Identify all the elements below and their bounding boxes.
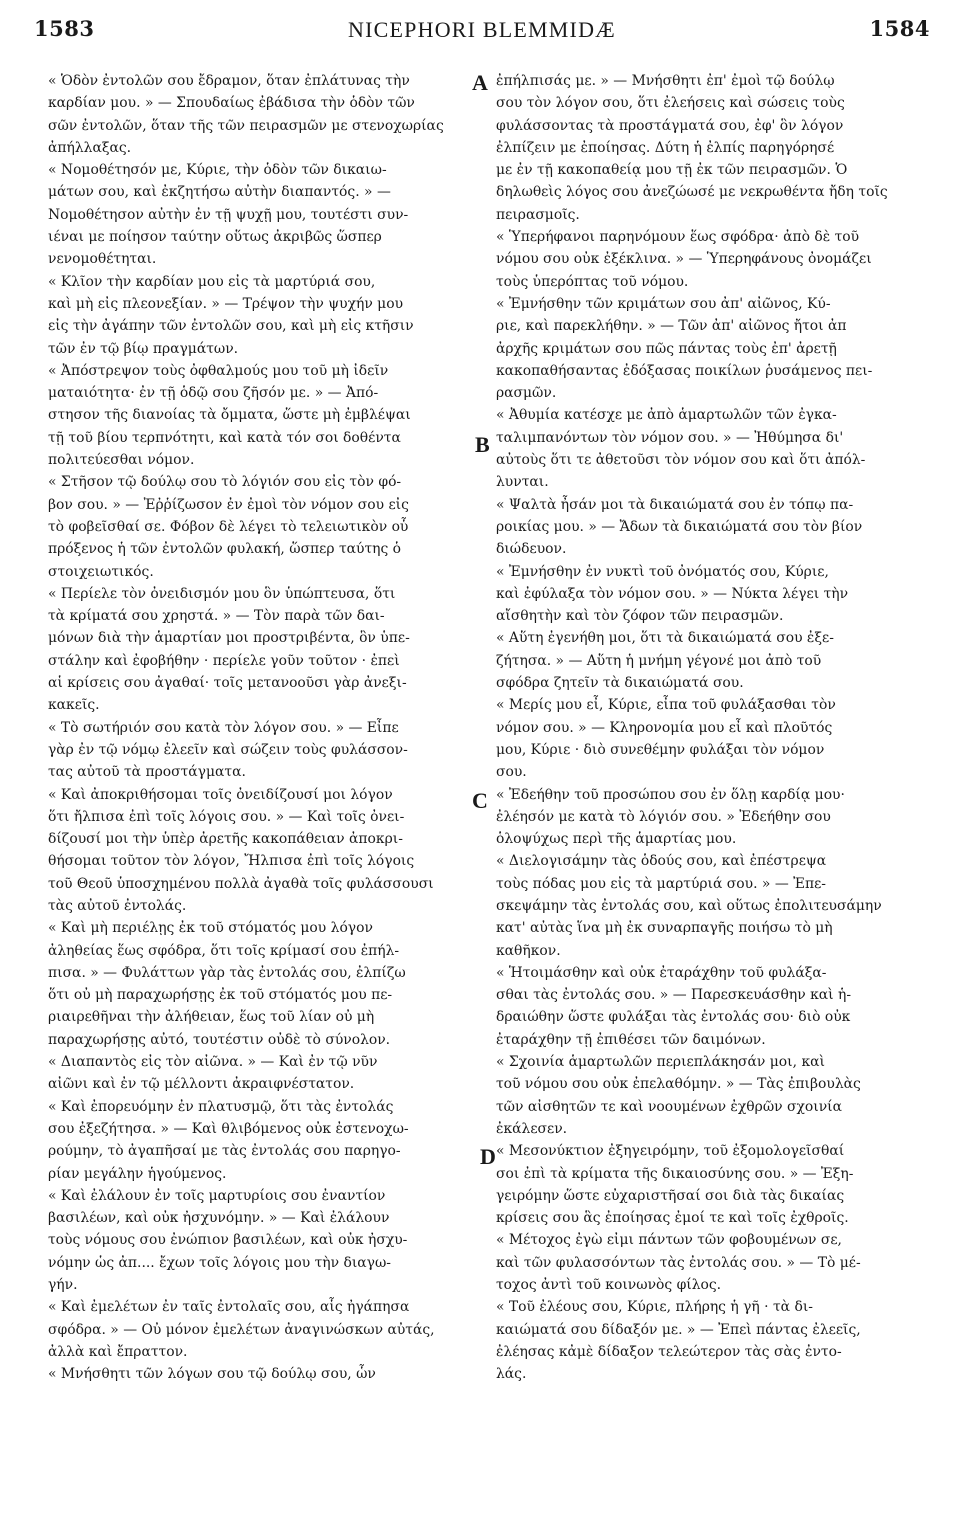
text-line: ιέναι με ποίησον ταύτην οὕτως ἀκριβῶς ὥσπερ — [48, 229, 382, 246]
text-line: στοιχειωτικός. — [48, 563, 154, 580]
text-line: αἱ κρίσεις σου ἀγαθαί· τοῖς μετανοοῦσι γὰρ ἀνεξι- — [48, 675, 407, 692]
text-line: γειρόμην ὥστε εὐχαριστῆσαί σοι διὰ τὰς δικαίας — [496, 1187, 845, 1204]
text-line: καὶ ἐφύλαξα τὸν νόμον σου. » — Νύκτα λέγει τὴν — [496, 585, 849, 602]
margin-letter-c: C — [472, 788, 488, 813]
right-column — [496, 70, 934, 1386]
running-title: NICEPHORI BLEMMIDÆ — [348, 17, 616, 42]
text-line: παραχωρήσῃς αὐτό, τουτέστιν οὐδὲ τὸ σύνολον. — [48, 1031, 391, 1048]
text-line: « Στῆσον τῷ δούλῳ σου τὸ λόγιόν σου εἰς τὸν φό- — [48, 474, 402, 491]
text-line: τοὺς πόδας μου εἰς τὰ μαρτύριά σου. » — Ἐπε- — [496, 875, 827, 892]
text-line: « Ἀθυμία κατέσχε με ἀπὸ ἁμαρτωλῶν τῶν ἐγκα- — [496, 407, 837, 424]
text-line: στάλην καὶ ἐφοβήθην · περίελε γοῦν τοῦτον · ἐπεὶ — [48, 652, 400, 669]
text-line: σου. — [496, 764, 527, 781]
text-line: μου, Κύριε · διὸ συνεθέμην φυλάξαι τὸν νόμον — [496, 741, 825, 758]
text-line: πειρασμοῖς. — [496, 206, 580, 223]
text-line: πολιτεύεσθαι νόμον. — [48, 452, 195, 469]
text-line: νενομοθέτηται. — [48, 251, 157, 268]
text-line: « Μερίς μου εἶ, Κύριε, εἶπα τοῦ φυλάξασθαι τὸν — [496, 697, 836, 714]
text-line: « Καὶ μὴ περιέλῃς ἐκ τοῦ στόματός μου λόγον — [48, 920, 373, 937]
text-line: « Διαπαντὸς εἰς τὸν αἰῶνα. » — Καὶ ἐν τῷ νῦν — [48, 1054, 378, 1071]
text-line: « Περίελε τὸν ὀνειδισμόν μου ὃν ὑπώπτευσα, ὅτι — [48, 585, 396, 602]
text-line: αἰῶνι καὶ ἐν τῷ μέλλοντι ἀκραιφνέστατον. — [48, 1076, 355, 1093]
text-line: τοῦ Θεοῦ ὑποσχημένου πολλὰ ἀγαθὰ τοῖς φυλάσσουσι — [48, 875, 434, 892]
margin-letter-b: B — [475, 432, 490, 457]
text-line: « Ψαλτὰ ἦσάν μοι τὰ δικαιώματά σου ἐν τόπῳ πα- — [496, 496, 854, 513]
text-line: « Νομοθέτησόν με, Κύριε, τὴν ὁδὸν τῶν δικαιω- — [48, 162, 387, 179]
text-line: λάς. — [496, 1366, 527, 1383]
text-line: « Τὸ σωτήριόν σου κατὰ τὸν λόγον σου. » — Εἶπε — [48, 719, 399, 736]
text-line: καιώματά σου δίδαξόν με. » — Ἐπεὶ πάντας ἐλεεῖς, — [496, 1321, 861, 1338]
text-line: « Ἀπόστρεψον τοὺς ὀφθαλμούς μου τοῦ μὴ ἰδεῖν — [48, 362, 389, 379]
text-line: ἐπήλπισάς με. » — Μνήσθητι ἐπ' ἐμοὶ τῷ δούλῳ — [496, 73, 835, 89]
text-line: ματαιότητα· ἐν τῇ ὁδῷ σου ζῆσόν με. » — Ἀπό- — [48, 385, 379, 402]
text-line: ζήτησα. » — Αὕτη ἡ μνήμη γέγονέ μοι ἀπὸ τοῦ — [496, 652, 822, 669]
text-line: « Καὶ ἐμελέτων ἐν ταῖς ἐντολαῖς σου, αἷς ἠγάπησα — [48, 1299, 410, 1316]
text-line: ὁλοψύχως περὶ τῆς ἁμαρτίας μου. — [496, 831, 737, 848]
text-line: τοῦ νόμου σου οὐκ ἐπελαθόμην. » — Τὰς ἐπιβουλὰς — [496, 1076, 861, 1093]
text-line: μάτων σου, καὶ ἐκζητήσω αὐτὴν διαπαντός. » — — [48, 184, 391, 201]
text-line: σφόδρα. » — Οὐ μόνον ἐμελέτων ἀναγινώσκων αὐτάς, — [48, 1321, 435, 1338]
text-line: ἐκάλεσεν. — [496, 1120, 568, 1137]
text-line: τὰ κρίματά σου χρηστά. » — Τὸν παρὰ τῶν δαι- — [48, 608, 385, 625]
text-line: τοὺς νόμους σου ἐνώπιον βασιλέων, καὶ οὐκ ἠσχυ- — [48, 1232, 408, 1249]
text-line: ἐταράχθην τῇ ἐπιθέσει τῶν δαιμόνων. — [496, 1031, 766, 1048]
text-line: καθῆκον. — [496, 942, 561, 959]
text-line: σθαι τὰς ἐντολάς σου. » — Παρεσκευάσθην καὶ ἡ- — [496, 987, 852, 1004]
text-line: « Καὶ ἐπορευόμην ἐν πλατυσμῷ, ὅτι τὰς ἐντολάς — [48, 1098, 394, 1115]
text-line: φυλάσσοντας τὰ προστάγματά σου, ἐφ' ὃν λόγον — [496, 117, 844, 134]
text-line: « Κλῖον τὴν καρδίαν μου εἰς τὰ μαρτύριά σου, — [48, 273, 376, 290]
text-line: ριε, καὶ παρεκλήθην. » — Τῶν ἀπ' αἰῶνος ἤτοι ἀπ — [496, 318, 847, 335]
text-line: « Μεσονύκτιον ἐξηγειρόμην, τοῦ ἐξομολογεῖσθαί — [496, 1143, 845, 1160]
text-line: « Ἡτοιμάσθην καὶ οὐκ ἐταράχθην τοῦ φυλάξα- — [496, 964, 827, 981]
text-line: σου ἐξεζήτησα. » — Καὶ θλιβόμενος οὐκ ἐστενοχω- — [48, 1120, 409, 1137]
text-line: καρδίαν μου. » — Σπουδαίως ἐβάδισα τὴν ὁδὸν τῶν — [48, 95, 415, 112]
text-line: θήσομαι τοῦτον τὸν λόγον, Ἤλπισα ἐπὶ τοῖς λόγοις — [48, 853, 415, 870]
text-line: σφόδρα ζητεῖν τὰ δικαιώματά σου. — [496, 675, 744, 692]
text-line: λυνται. — [496, 474, 549, 491]
text-line: τοχος ἀντὶ τοῦ κοινωνὸς φίλος. — [496, 1277, 722, 1294]
text-line: γήν. — [48, 1277, 78, 1294]
text-line: δηλωθεὶς λόγος σου ἀνεζώωσέ με νεκρωθέντα ἤδη τοῖς — [496, 184, 888, 201]
text-line: ριαιρεθῆναι τὴν ἀλήθειαν, ἕως τοῦ λίαν οὐ μὴ — [48, 1009, 375, 1026]
text-line: « Ὑπερήφανοι παρηνόμουν ἕως σφόδρα· ἀπὸ δὲ τοῦ — [496, 229, 860, 246]
text-line: « Αὕτη ἐγενήθη μοι, ὅτι τὰ δικαιώματά σου ἐξε- — [496, 630, 834, 647]
text-line: πρόξενος ἡ τῶν ἐντολῶν φυλακή, ὥσπερ ταύτης ὁ — [48, 541, 402, 558]
text-line: ἐλέησας κἀμὲ δίδαξον τελεώτερον τὰς σὰς ἐντο- — [496, 1343, 842, 1360]
text-line: τὰς αὐτοῦ ἐντολάς. — [48, 897, 187, 914]
text-line: πισα. » — Φυλάττων γὰρ τὰς ἐντολάς σου, ἐλπίζω — [48, 964, 406, 981]
text-line: ἐλέησόν με κατὰ τὸ λόγιόν σου. » Ἐδεήθην σου — [496, 808, 831, 825]
text-line: « Ὁδὸν ἐντολῶν σου ἔδραμον, ὅταν ἐπλάτυνας τὴν — [48, 73, 410, 89]
text-line: ρίαν μεγάλην ἡγούμενος. — [48, 1165, 227, 1182]
text-line: νόμην ὡς ἀπ.... ἔχων τοῖς λόγοις μου τὴν διαγω- — [48, 1254, 391, 1271]
text-line: « Ἐμνήσθην τῶν κριμάτων σου ἀπ' αἰῶνος, Κύ- — [496, 295, 831, 312]
text-line: σου τὸν λόγον σου, ὅτι ἐλεήσεις καὶ σώσεις τοὺς — [496, 95, 845, 112]
text-line: « Μέτοχος ἐγὼ εἰμι πάντων τῶν φοβουμένων σε, — [496, 1232, 842, 1249]
text-line: ἐλπίζειν με ἐποίησας. Δύτη ἡ ἐλπίς παρηγόρησέ — [496, 139, 835, 156]
text-line: ὅτι ἤλπισα ἐπὶ τοῖς λόγοις σου. » — Καὶ τοῖς ὀνει- — [48, 808, 405, 825]
text-line: εἰς τὴν ἀγάπην τῶν ἐντολῶν σου, καὶ μὴ εἰς κτῆσιν — [48, 318, 414, 335]
text-line: καὶ τῶν φυλασσόντων τὰς ἐντολάς σου. » — Τὸ μέ- — [496, 1254, 861, 1271]
text-line: τοὺς ὑπερόπτας τοῦ νόμου. — [496, 273, 689, 290]
text-line: διώδευον. — [496, 541, 567, 558]
left-column — [48, 70, 486, 1386]
text-line: βασιλέων, καὶ οὐκ ἠσχυνόμην. » — Καὶ ἐλάλουν — [48, 1210, 390, 1227]
text-line: τῶν ἐν τῷ βίῳ πραγμάτων. — [48, 340, 239, 357]
text-line: δραιώθην ὥστε φυλάξαι τὰς ἐντολάς σου· διὸ οὐκ — [496, 1009, 851, 1026]
text-line: « Καὶ ἀποκριθήσομαι τοῖς ὀνειδίζουσί μοι λόγον — [48, 786, 393, 803]
text-line: κακοπαθήσαντας ἐδόξασας ποικίλων ῥυσάμενος πει- — [496, 362, 873, 379]
text-line: δίζουσί μοι τὴν ὑπὲρ ἀρετῆς κακοπάθειαν ἀποκρι- — [48, 831, 403, 848]
text-line: αὐτοὺς ὅτι τε ἀθετοῦσι τὸν νόμον σου καὶ ὅτι ἀπόλ- — [496, 452, 866, 469]
text-line: κακεῖς. — [48, 697, 100, 714]
text-line: βον σου. » — Ἐῤῥίζωσον ἐν ἐμοὶ τὸν νόμον σου εἰς — [48, 496, 409, 513]
text-line: ὅτι οὐ μὴ παραχωρήσῃς ἐκ τοῦ στόματός μου πε- — [48, 987, 393, 1004]
text-line: τας αὐτοῦ τὰ προστάγματα. — [48, 764, 246, 781]
text-line: ταλιμπανόντων τὸν νόμον σου. » — Ἠθύμησα δι' — [496, 429, 844, 446]
text-line: « Ἐδεήθην τοῦ προσώπου σου ἐν ὅλῃ καρδίᾳ μου· — [496, 786, 845, 803]
text-line: με ἐν τῇ κακοπαθείᾳ μου τῇ ἐκ τῶν πειρασμῶν. Ὁ — [496, 162, 848, 179]
text-line: ρασμῶν. — [496, 385, 557, 402]
text-line: καὶ μὴ εἰς πλεονεξίαν. » — Τρέψον τὴν ψυχήν μου — [48, 295, 404, 312]
text-line: « Μνήσθητι τῶν λόγων σου τῷ δούλῳ σου, ὧν — [48, 1366, 376, 1383]
margin-letter-a: A — [472, 70, 488, 95]
page-number-left: 1583 — [34, 16, 95, 41]
text-line: « Τοῦ ἐλέους σου, Κύριε, πλήρης ἡ γῆ · τὰ δι- — [496, 1299, 813, 1316]
text-line: τῇ τοῦ βίου τερπνότητι, καὶ κατὰ τόν σοι δοθέντα — [48, 429, 401, 446]
margin-letter-d: D — [480, 1144, 496, 1169]
text-line: « Καὶ ἐλάλουν ἐν τοῖς μαρτυρίοις σου ἐναντίον — [48, 1187, 386, 1204]
text-line: « Ἐμνήσθην ἐν νυκτὶ τοῦ ὀνόματός σου, Κύριε, — [496, 563, 829, 580]
text-line: ἀλλὰ καὶ ἔπραττον. — [48, 1343, 188, 1360]
text-line: νόμον σου. » — Κληρονομία μου εἶ καὶ πλοῦτός — [496, 719, 833, 736]
text-line: νόμου σου οὐκ ἐξέκλινα. » — Ὑπερηφάνους ὀνομάζει — [496, 251, 872, 268]
text-line: ροικίας μου. » — Ἄδων τὰ δικαιώματά σου τὸν βίον — [496, 518, 863, 535]
text-line: σῶν ἐντολῶν, ὅταν τῆς τῶν πειρασμῶν με στενοχωρίας — [48, 117, 444, 134]
text-line: ἀπήλλαξας. — [48, 139, 132, 156]
text-line: ρούμην, τὸ ἀγαπῆσαί με τὰς ἐντολάς σου παρηγο- — [48, 1143, 401, 1160]
text-line: « Διελογισάμην τὰς ὁδούς σου, καὶ ἐπέστρεψα — [496, 853, 827, 870]
text-line: στησον τῆς διανοίας τὰ ὄμματα, ὥστε μὴ ἐμβλέψαι — [48, 407, 411, 424]
text-line: σκεψάμην τὰς ἐντολάς σου, καὶ οὕτως ἐπολιτευσάμην — [496, 897, 882, 914]
text-line: αἴσθητὴν καὶ τὸν ζόφον τῶν πειρασμῶν. — [496, 608, 784, 625]
text-line: Νομοθέτησον αὐτὴν ἐν τῇ ψυχῇ μου, τουτέστι συν- — [48, 206, 409, 223]
text-line: ἀληθείας ἕως σφόδρα, ὅτι τοῖς κρίμασί σου ἐπήλ- — [48, 942, 400, 959]
page-number-right: 1584 — [869, 16, 930, 41]
text-line: μόνων διὰ τὴν ἁμαρτίαν μοι προστριβέντα, ὃν ὑπε- — [48, 630, 410, 647]
text-line: κρίσεις σου ἃς ἐποίησας ἐμοί τε καὶ τοῖς ἐχθροῖς. — [496, 1210, 849, 1227]
text-line: κατ' αὐτὰς ἵνα μὴ ἐκ συναρπαγῆς ποιήσω τὸ μὴ — [496, 920, 833, 937]
text-line: ἀρχῆς κριμάτων σου πῶς πάντας τοὺς ἐπ' ἀρετῇ — [496, 340, 837, 357]
text-line: τὸ φοβεῖσθαί σε. Φόβον δὲ λέγει τὸ τελειωτικὸν οὗ — [48, 518, 409, 535]
text-line: « Σχοινία ἁμαρτωλῶν περιεπλάκησάν μοι, καὶ — [496, 1054, 825, 1071]
running-header — [34, 16, 930, 48]
text-line: τῶν αἰσθητῶν τε καὶ νοουμένων ἐχθρῶν σχοινία — [496, 1098, 842, 1115]
text-line: σοι ἐπὶ τὰ κρίματα τῆς δικαιοσύνης σου. » — Ἐξη- — [496, 1165, 854, 1182]
text-line: γὰρ ἐν τῷ νόμῳ ἐλεεῖν καὶ σώζειν τοὺς φυλάσσον- — [48, 741, 408, 758]
